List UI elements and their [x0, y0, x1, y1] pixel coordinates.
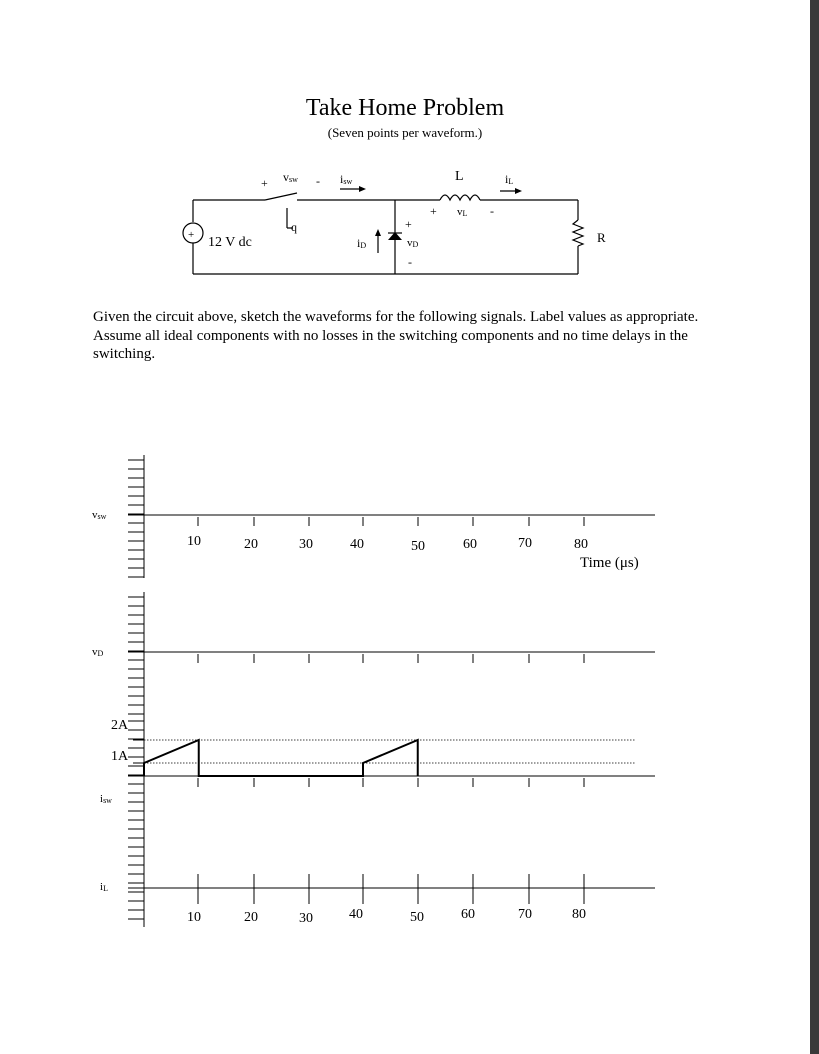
- vd-plus: +: [405, 217, 412, 231]
- vl-plus: +: [430, 204, 437, 218]
- tick-label-30-bottom: 30: [299, 911, 313, 926]
- id-label: iD: [357, 236, 367, 250]
- tick-label-20: 20: [244, 537, 258, 552]
- tick-label-10: 10: [187, 534, 201, 549]
- tick-label-40-bottom: 40: [349, 907, 363, 922]
- il-axis-label: iL: [100, 881, 108, 893]
- time-axis-label: Time (μs): [580, 555, 639, 571]
- isw-label: isw: [340, 172, 353, 186]
- vd-axis-label: vD: [92, 646, 104, 658]
- vsw-minus: -: [316, 174, 320, 188]
- tick-label-80-bottom: 80: [572, 907, 586, 922]
- gate-label: q: [291, 220, 297, 234]
- window-edge: [810, 0, 819, 1054]
- vd-label: vD: [407, 237, 419, 249]
- vsw-plus: +: [261, 176, 268, 190]
- tick-label-10-bottom: 10: [187, 910, 201, 925]
- tick-label-80: 80: [574, 537, 588, 552]
- tick-label-60: 60: [463, 537, 477, 552]
- tick-label-60-bottom: 60: [461, 907, 475, 922]
- tick-label-20-bottom: 20: [244, 910, 258, 925]
- tick-label-40: 40: [350, 537, 364, 552]
- tick-label-70: 70: [518, 536, 532, 551]
- inductor-label: L: [455, 169, 464, 184]
- vsw-axis-label: vsw: [92, 509, 107, 521]
- level-label-1a: 1A: [111, 749, 129, 764]
- isw-axis-label: isw: [100, 793, 112, 805]
- source-label: 12 V dc: [208, 235, 252, 250]
- tick-label-50-bottom: 50: [410, 910, 424, 925]
- tick-label-50: 50: [411, 539, 425, 554]
- page-subtitle: (Seven points per waveform.): [327, 125, 483, 140]
- tick-label-70-bottom: 70: [518, 907, 532, 922]
- isw-waveform-line: [144, 740, 418, 776]
- il-label: iL: [505, 172, 514, 186]
- level-label-2a: 2A: [111, 718, 129, 733]
- vd-minus: -: [408, 255, 412, 269]
- vl-label: vL: [457, 206, 468, 218]
- resistor-label: R: [597, 230, 606, 245]
- page-title: Take Home Problem: [305, 95, 505, 121]
- problem-text: Given the circuit above, sketch the waveforms for the following signals. Label values as appropriate. Assume all ideal components with no losses in the switching components and no time delays in the switching.: [93, 309, 699, 362]
- tick-label-30: 30: [299, 537, 313, 552]
- vsw-label: vsw: [283, 170, 298, 184]
- source-plus-sign: +: [188, 229, 195, 241]
- vl-minus: -: [490, 204, 494, 218]
